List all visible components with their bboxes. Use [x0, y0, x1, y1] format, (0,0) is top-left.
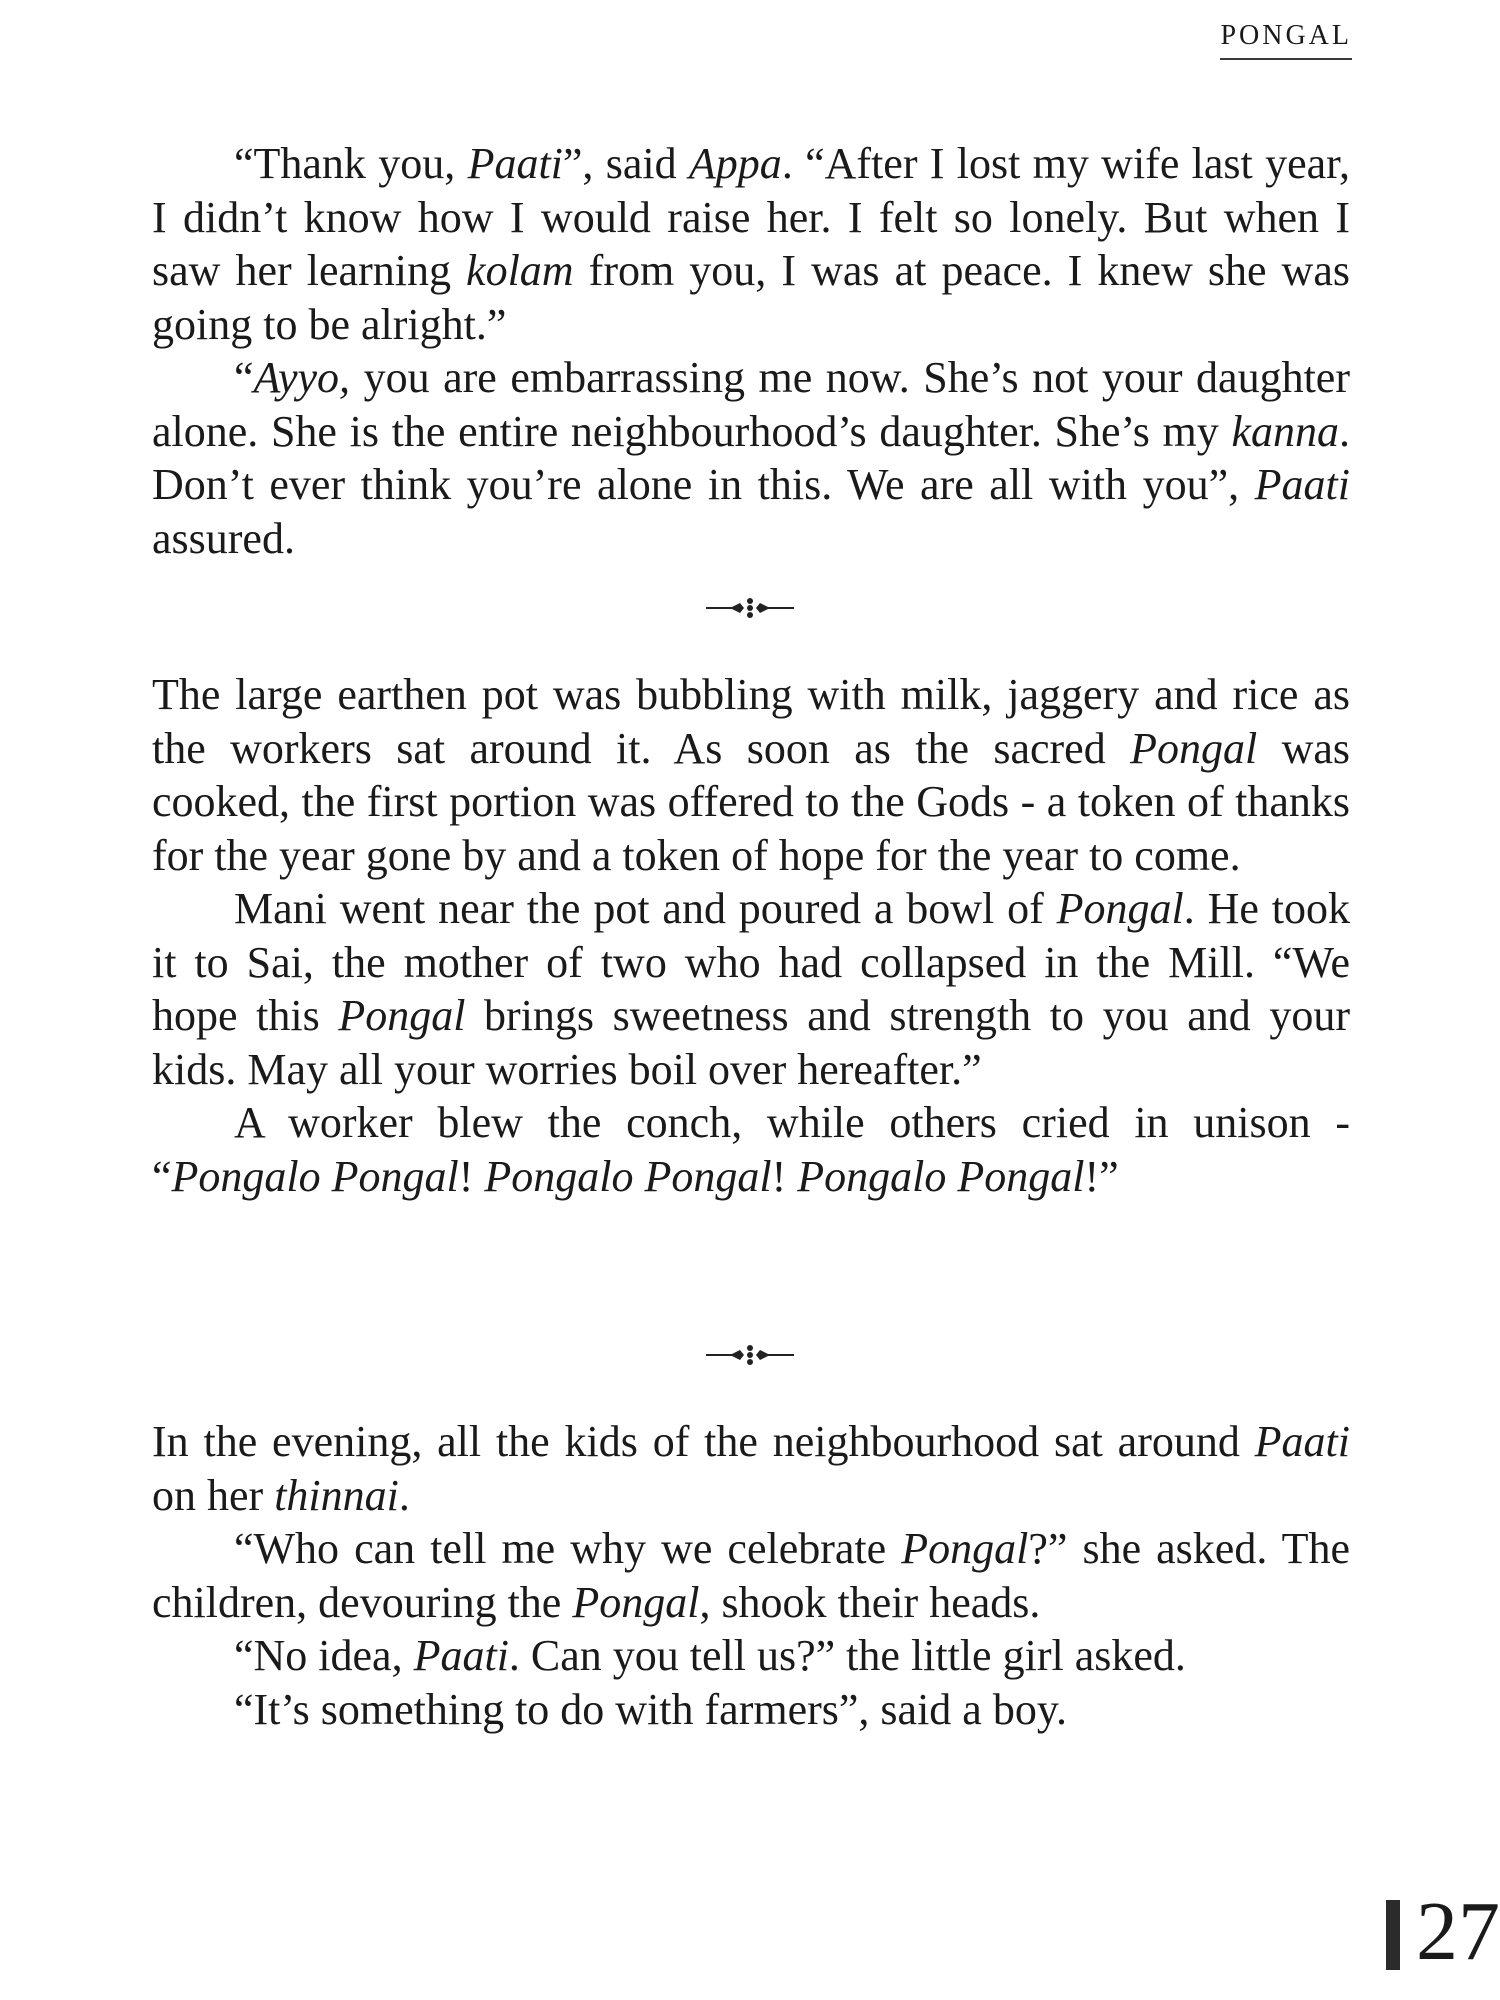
text-run: . Can you tell us?” the little girl asked.	[508, 1631, 1186, 1680]
italic-run: Ayyo,	[253, 353, 351, 402]
text-run: was cooked, the first portion was offered to the Gods - a token of thanks for the year gone by and a token of hope for the year to come.	[152, 723, 1351, 880]
paragraph	[152, 1096, 1350, 1203]
italic-run: Appa	[688, 139, 782, 188]
running-head: PONGAL	[1220, 20, 1352, 60]
section-divider-ornament-icon	[700, 593, 800, 623]
italic-run: Pongalo Pongal	[797, 1151, 1085, 1201]
text-run: on her	[152, 1470, 275, 1520]
text-run: The large earthen pot was bubbling with milk, jaggery and rice as the workers sat around it. As soon as the sacred	[152, 670, 1350, 773]
text-run: you are embarrassing me now. She’s not your daughter alone. She is the entire neighbourhood’s daughter. She’s my	[152, 353, 1350, 456]
text-run: from you, I was at peace. I knew she was going to be alright.”	[152, 246, 1350, 349]
text-run: . He took it to Sai, the mother of two who had collapsed in the Mill. “We hope this	[152, 884, 1350, 1040]
paragraph	[152, 137, 1350, 351]
text-run: brings sweetness and strength to you and your kids. May all your worries boil over hereafter.”	[152, 991, 1350, 1094]
text-run: !	[458, 1151, 485, 1201]
text-run: .	[398, 1470, 410, 1520]
paragraph	[152, 1629, 1350, 1683]
italic-run: Pongal	[1056, 884, 1184, 933]
text-run: , shook their heads.	[699, 1577, 1041, 1627]
italic-run: Paati	[1254, 460, 1350, 509]
text-run: “It’s something to do with farmers”, said a boy.	[234, 1684, 1067, 1734]
paragraph	[152, 351, 1350, 565]
italic-run: Pongal	[572, 1577, 700, 1627]
italic-run: Pongal	[1130, 723, 1258, 773]
text-run: “No idea,	[234, 1631, 414, 1680]
paragraph	[152, 1415, 1350, 1522]
text-block-3	[152, 1415, 1350, 1736]
italic-run: Paati	[467, 139, 563, 188]
page-number-text: 27	[1416, 1885, 1500, 1978]
text-run: “Who can tell me why we celebrate	[234, 1524, 902, 1573]
text-run: !	[771, 1151, 798, 1201]
text-run: assured.	[152, 513, 295, 563]
paragraph	[152, 668, 1350, 882]
text-block-1	[152, 137, 1350, 565]
italic-run: Pongal	[901, 1524, 1029, 1573]
text-run: . “After I lost my wife last year, I didn’t know how I would raise her. I felt so lonely. But when I saw her learning	[152, 139, 1351, 295]
italic-run: Pongalo Pongal	[484, 1151, 772, 1201]
paragraph	[152, 882, 1350, 1096]
italic-run: Paati	[413, 1631, 509, 1680]
page-number	[1386, 1885, 1500, 1978]
paragraph	[152, 1522, 1350, 1629]
text-run: “Thank you,	[234, 139, 468, 188]
text-run: Mani went near the pot and poured a bowl of	[234, 884, 1057, 933]
italic-run: kanna	[1231, 406, 1339, 456]
section-divider-ornament-icon	[700, 1340, 800, 1370]
italic-run: thinnai	[274, 1470, 399, 1520]
text-run: ?” she asked. The children, devouring the	[152, 1524, 1350, 1627]
text-block-2	[152, 668, 1350, 1203]
text-run: In the evening, all the kids of the neighbourhood sat around	[152, 1417, 1255, 1466]
paragraph	[152, 1683, 1350, 1737]
italic-run: Pongalo Pongal	[171, 1151, 459, 1201]
text-run: “	[234, 353, 254, 402]
italic-run: kolam	[466, 246, 574, 295]
italic-run: Pongal	[338, 991, 466, 1040]
text-run: . Don’t ever think you’re alone in this. We are all with you”,	[152, 406, 1350, 509]
italic-run: Paati	[1254, 1417, 1350, 1466]
text-run: A worker blew the conch, while others cried in unison - “	[152, 1098, 1350, 1201]
page-number-bar	[1386, 1900, 1400, 1970]
text-run: !”	[1084, 1151, 1119, 1201]
text-run: ”, said	[562, 139, 689, 188]
